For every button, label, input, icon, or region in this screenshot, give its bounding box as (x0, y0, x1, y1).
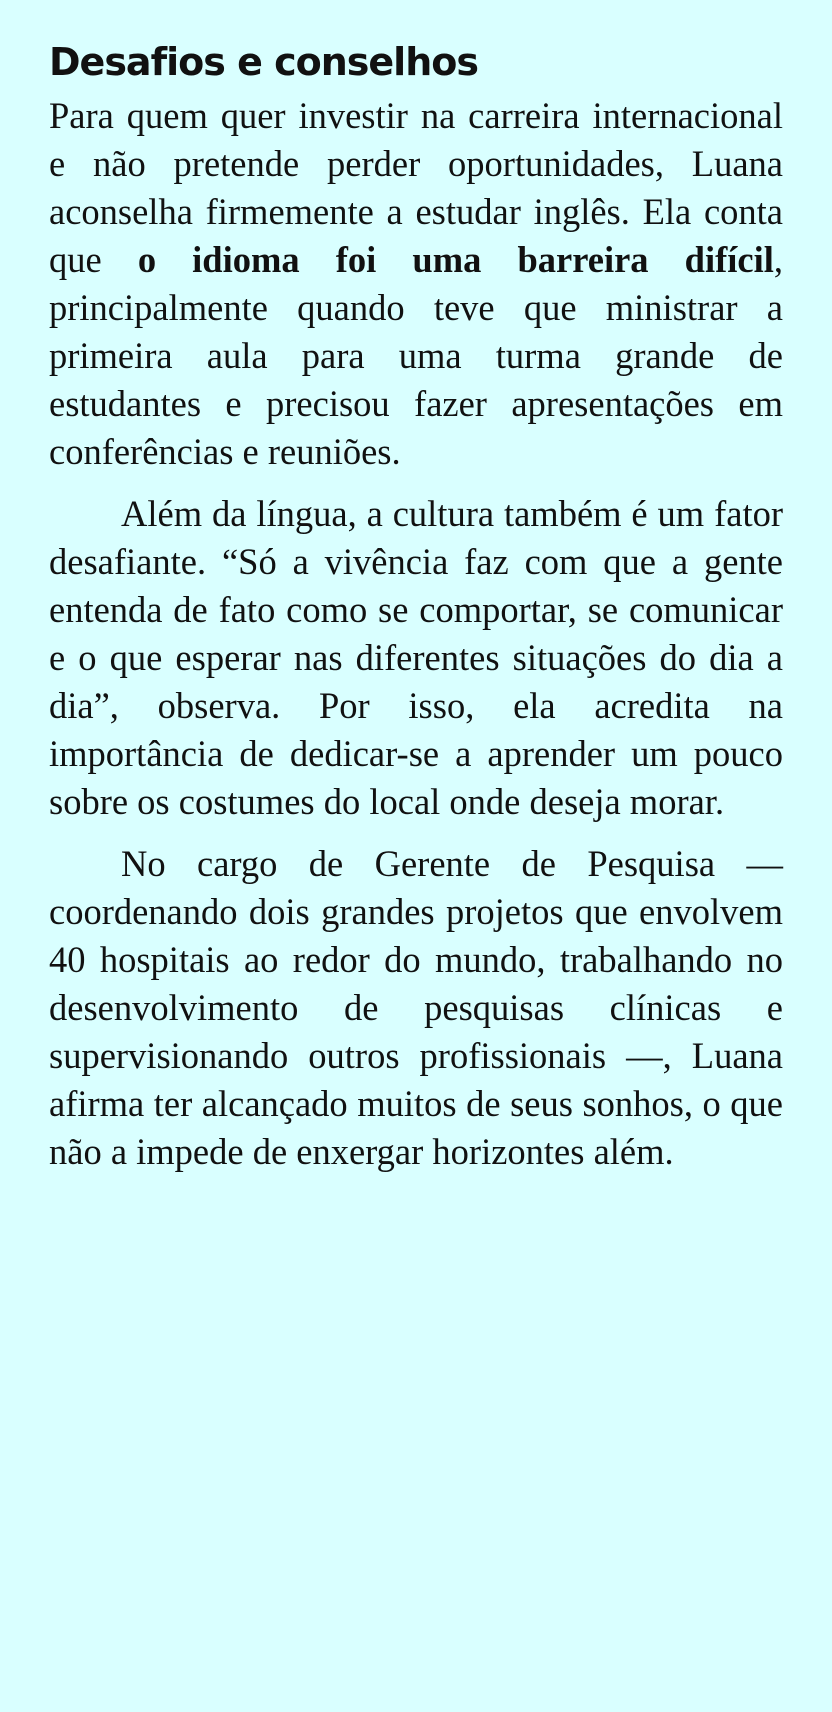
paragraph-1 (49, 92, 783, 476)
paragraph-1-emphasis: o idioma foi uma barreira difícil (137, 239, 774, 280)
paragraph-2: Além da língua, a cultura também é um fator desafiante. “Só a vivência faz com que a gente entenda de fato como se comportar, se comunicar e o que esperar nas diferentes situações do dia a dia”, observa. Por isso, ela acredita na importância de dedicar-se a aprender um pouco sobre os costumes do local onde deseja morar. (49, 493, 783, 822)
paragraph-1-text-end: , principalmente quando teve que ministrar a primeira aula para uma turma grande de estudantes e precisou fazer apresentações em conferências e reuniões. (49, 239, 783, 472)
paragraph-1-text-start: Para quem quer investir na carreira internacional e não pretende perder oportunidades, Luana aconselha firmemente a estudar inglês. Ela conta que (49, 95, 783, 280)
paragraph-3: No cargo de Gerente de Pesquisa — coordenando dois grandes projetos que envolvem 40 hospitais ao redor do mundo, trabalhando no desenvolvimento de pesquisas clínicas e supervisionando outros profissionais —, Luana afirma ter alcançado muitos de seus sonhos, o que não a impede de enxergar horizontes além. (49, 843, 783, 1172)
section-title: Desafios e conselhos (49, 40, 478, 84)
